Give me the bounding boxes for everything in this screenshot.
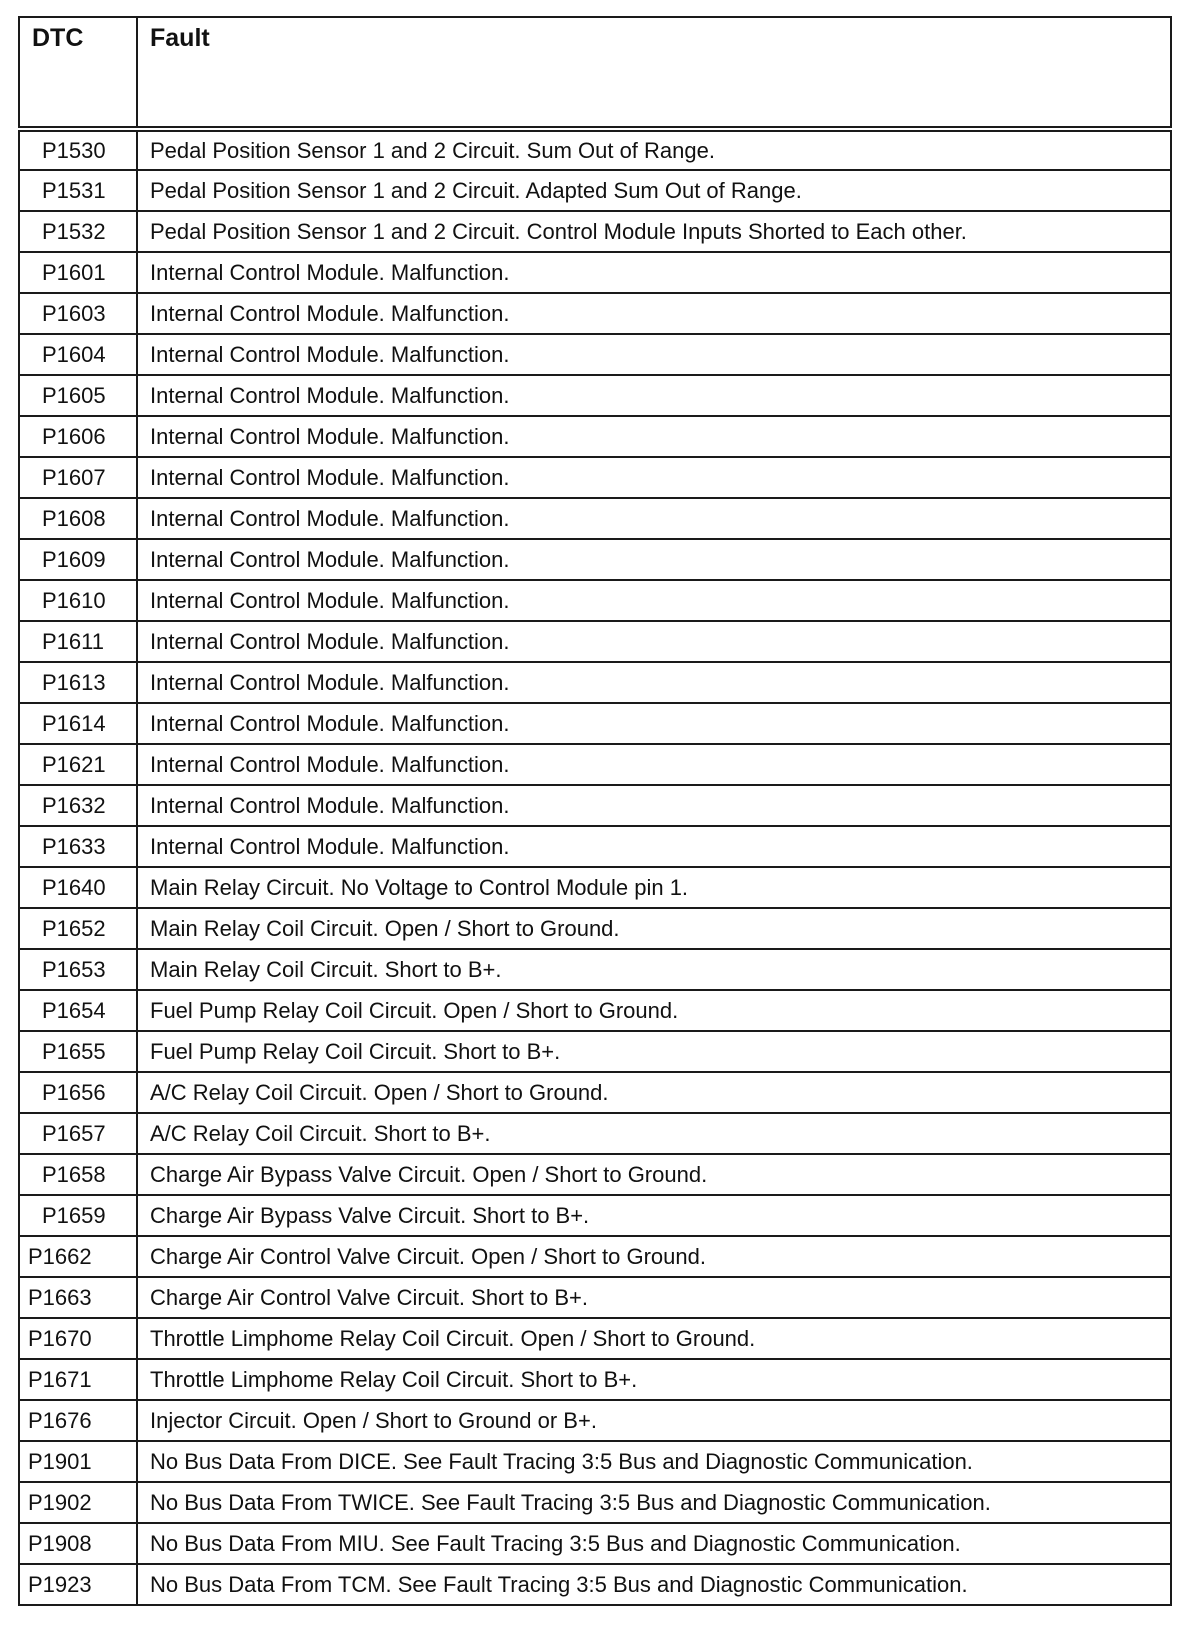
dtc-code-cell: P1532 — [19, 211, 137, 252]
table-body — [19, 129, 1171, 1605]
table-row — [19, 1236, 1171, 1277]
dtc-code-cell: P1656 — [19, 1072, 137, 1113]
dtc-code-cell: P1530 — [19, 129, 137, 170]
fault-description-cell: No Bus Data From TWICE. See Fault Tracing 3:5 Bus and Diagnostic Communication. — [137, 1482, 1171, 1523]
dtc-code-cell: P1902 — [19, 1482, 137, 1523]
table-row — [19, 1564, 1171, 1605]
column-header-fault: Fault — [137, 17, 1171, 129]
fault-description-cell: Internal Control Module. Malfunction. — [137, 662, 1171, 703]
table-row — [19, 908, 1171, 949]
table-row — [19, 662, 1171, 703]
dtc-code-cell: P1662 — [19, 1236, 137, 1277]
table-row — [19, 457, 1171, 498]
table-row — [19, 170, 1171, 211]
dtc-code-cell: P1601 — [19, 252, 137, 293]
fault-description-cell: Internal Control Module. Malfunction. — [137, 703, 1171, 744]
fault-description-cell: Charge Air Control Valve Circuit. Short to B+. — [137, 1277, 1171, 1318]
table-row — [19, 1113, 1171, 1154]
fault-description-cell: Injector Circuit. Open / Short to Ground or B+. — [137, 1400, 1171, 1441]
fault-description-cell: Internal Control Module. Malfunction. — [137, 785, 1171, 826]
fault-description-cell: Pedal Position Sensor 1 and 2 Circuit. Control Module Inputs Shorted to Each other. — [137, 211, 1171, 252]
fault-description-cell: Internal Control Module. Malfunction. — [137, 252, 1171, 293]
table-row — [19, 293, 1171, 334]
table-row — [19, 1400, 1171, 1441]
dtc-code-cell: P1613 — [19, 662, 137, 703]
fault-description-cell: Internal Control Module. Malfunction. — [137, 375, 1171, 416]
fault-description-cell: Main Relay Coil Circuit. Short to B+. — [137, 949, 1171, 990]
fault-description-cell: Fuel Pump Relay Coil Circuit. Short to B+. — [137, 1031, 1171, 1072]
table-row — [19, 703, 1171, 744]
dtc-code-cell: P1610 — [19, 580, 137, 621]
dtc-code-cell: P1608 — [19, 498, 137, 539]
table-row — [19, 334, 1171, 375]
table-row — [19, 580, 1171, 621]
dtc-code-cell: P1611 — [19, 621, 137, 662]
table-row — [19, 949, 1171, 990]
fault-description-cell: Charge Air Control Valve Circuit. Open / Short to Ground. — [137, 1236, 1171, 1277]
fault-description-cell: Internal Control Module. Malfunction. — [137, 457, 1171, 498]
fault-description-cell: No Bus Data From DICE. See Fault Tracing 3:5 Bus and Diagnostic Communication. — [137, 1441, 1171, 1482]
fault-description-cell: Internal Control Module. Malfunction. — [137, 826, 1171, 867]
dtc-code-cell: P1923 — [19, 1564, 137, 1605]
dtc-code-cell: P1670 — [19, 1318, 137, 1359]
fault-description-cell: Throttle Limphome Relay Coil Circuit. Open / Short to Ground. — [137, 1318, 1171, 1359]
table-row — [19, 1072, 1171, 1113]
table-row — [19, 1318, 1171, 1359]
table-row — [19, 990, 1171, 1031]
table-header-row — [19, 17, 1171, 129]
fault-description-cell: Throttle Limphome Relay Coil Circuit. Short to B+. — [137, 1359, 1171, 1400]
table-row — [19, 498, 1171, 539]
dtc-code-cell: P1606 — [19, 416, 137, 457]
table-row — [19, 416, 1171, 457]
dtc-code-cell: P1609 — [19, 539, 137, 580]
fault-description-cell: Charge Air Bypass Valve Circuit. Short to B+. — [137, 1195, 1171, 1236]
fault-description-cell: A/C Relay Coil Circuit. Open / Short to Ground. — [137, 1072, 1171, 1113]
table-row — [19, 1482, 1171, 1523]
table-row — [19, 1195, 1171, 1236]
table-row — [19, 129, 1171, 170]
fault-description-cell: Charge Air Bypass Valve Circuit. Open / Short to Ground. — [137, 1154, 1171, 1195]
dtc-code-cell: P1901 — [19, 1441, 137, 1482]
table-row — [19, 375, 1171, 416]
dtc-code-cell: P1640 — [19, 867, 137, 908]
dtc-code-cell: P1633 — [19, 826, 137, 867]
table-row — [19, 211, 1171, 252]
table-row — [19, 1154, 1171, 1195]
table-row — [19, 1523, 1171, 1564]
dtc-code-cell: P1605 — [19, 375, 137, 416]
fault-description-cell: Pedal Position Sensor 1 and 2 Circuit. Adapted Sum Out of Range. — [137, 170, 1171, 211]
fault-description-cell: Internal Control Module. Malfunction. — [137, 498, 1171, 539]
dtc-code-cell: P1603 — [19, 293, 137, 334]
dtc-code-cell: P1621 — [19, 744, 137, 785]
table-row — [19, 744, 1171, 785]
table-row — [19, 1277, 1171, 1318]
table-row — [19, 539, 1171, 580]
fault-description-cell: Main Relay Coil Circuit. Open / Short to Ground. — [137, 908, 1171, 949]
fault-description-cell: Internal Control Module. Malfunction. — [137, 744, 1171, 785]
table-row — [19, 1031, 1171, 1072]
table-row — [19, 826, 1171, 867]
dtc-code-cell: P1654 — [19, 990, 137, 1031]
dtc-code-cell: P1655 — [19, 1031, 137, 1072]
fault-description-cell: Internal Control Module. Malfunction. — [137, 621, 1171, 662]
dtc-fault-table — [18, 16, 1172, 1606]
fault-description-cell: Internal Control Module. Malfunction. — [137, 580, 1171, 621]
fault-description-cell: Internal Control Module. Malfunction. — [137, 416, 1171, 457]
fault-description-cell: No Bus Data From MIU. See Fault Tracing 3:5 Bus and Diagnostic Communication. — [137, 1523, 1171, 1564]
table-row — [19, 252, 1171, 293]
dtc-code-cell: P1531 — [19, 170, 137, 211]
dtc-code-cell: P1653 — [19, 949, 137, 990]
dtc-code-cell: P1607 — [19, 457, 137, 498]
table-row — [19, 621, 1171, 662]
fault-description-cell: Fuel Pump Relay Coil Circuit. Open / Short to Ground. — [137, 990, 1171, 1031]
fault-description-cell: Internal Control Module. Malfunction. — [137, 539, 1171, 580]
fault-description-cell: Internal Control Module. Malfunction. — [137, 334, 1171, 375]
dtc-code-cell: P1676 — [19, 1400, 137, 1441]
dtc-code-cell: P1614 — [19, 703, 137, 744]
table-row — [19, 867, 1171, 908]
table-row — [19, 1441, 1171, 1482]
dtc-code-cell: P1908 — [19, 1523, 137, 1564]
fault-description-cell: Pedal Position Sensor 1 and 2 Circuit. Sum Out of Range. — [137, 129, 1171, 170]
dtc-code-cell: P1652 — [19, 908, 137, 949]
fault-description-cell: No Bus Data From TCM. See Fault Tracing 3:5 Bus and Diagnostic Communication. — [137, 1564, 1171, 1605]
fault-description-cell: A/C Relay Coil Circuit. Short to B+. — [137, 1113, 1171, 1154]
table-row — [19, 1359, 1171, 1400]
dtc-code-cell: P1658 — [19, 1154, 137, 1195]
dtc-code-cell: P1604 — [19, 334, 137, 375]
column-header-dtc: DTC — [19, 17, 137, 129]
dtc-code-cell: P1671 — [19, 1359, 137, 1400]
fault-description-cell: Main Relay Circuit. No Voltage to Control Module pin 1. — [137, 867, 1171, 908]
dtc-code-cell: P1657 — [19, 1113, 137, 1154]
dtc-code-cell: P1659 — [19, 1195, 137, 1236]
dtc-code-cell: P1663 — [19, 1277, 137, 1318]
table-row — [19, 785, 1171, 826]
dtc-code-cell: P1632 — [19, 785, 137, 826]
fault-description-cell: Internal Control Module. Malfunction. — [137, 293, 1171, 334]
